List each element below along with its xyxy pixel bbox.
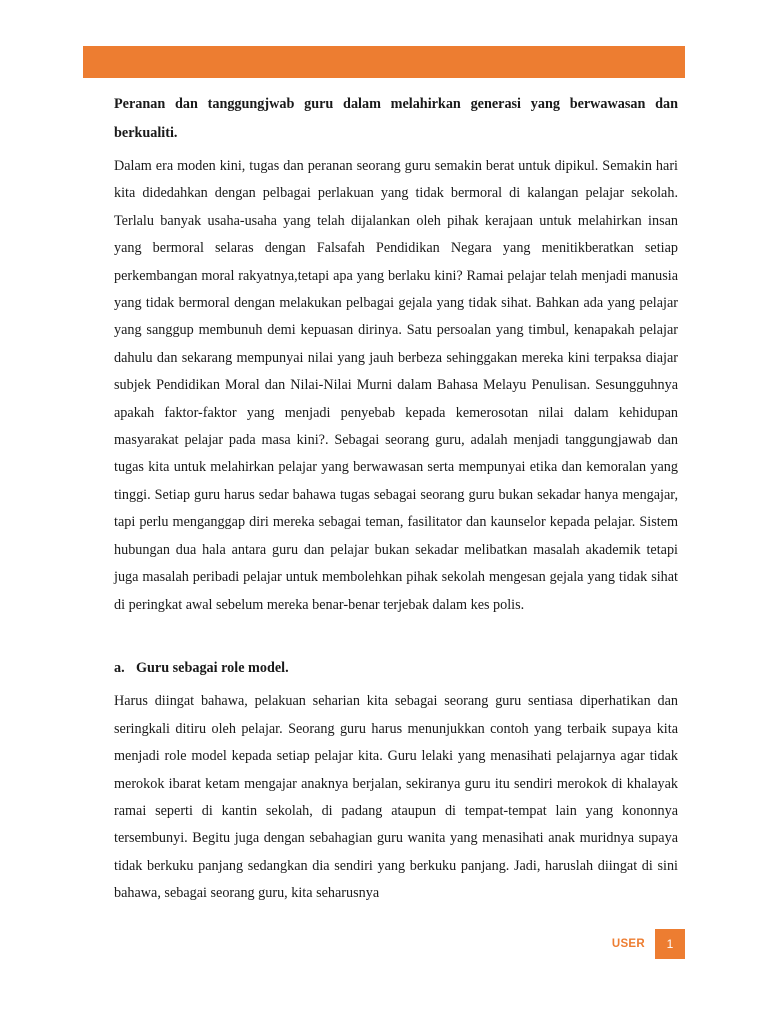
section-a-heading-text: Guru sebagai role model.	[136, 659, 289, 676]
footer-label: USER	[611, 938, 645, 950]
section-a-heading	[114, 655, 678, 682]
page-footer	[612, 929, 685, 959]
document-body	[114, 90, 678, 908]
section-a-marker: a.	[114, 659, 125, 676]
page-number: 1	[655, 929, 685, 959]
section-a-paragraph: Harus diingat bahawa, pelakuan seharian kita sebagai seorang guru sentiasa diperhatikan dan seringkali ditiru oleh pelajar. Seorang guru harus menunjukkan contoh yang terbaik supaya kita menjadi role model kepada setiap pelajar kita. Guru lelaki yang menasihati pelajarnya agar tidak merokok ibarat ketam mengajar anaknya berjalan, sekiranya guru itu sendiri merokok di khalayak ramai seperti di kantin sekolah, di padang ataupun di tempat-tempat lain yang kononnya tersembunyi. Begitu juga dengan sebahagian guru wanita yang menasihati anak muridnya supaya tidak berkuku panjang sedangkan dia sendiri yang berkuku panjang. Jadi, haruslah diingat di sini bahawa, sebagai seorang guru, kita seharusnya	[114, 693, 678, 902]
header-accent-bar	[83, 46, 685, 78]
intro-paragraph: Dalam era moden kini, tugas dan peranan seorang guru semakin berat untuk dipikul. Semakin hari kita didedahkan dengan pelbagai perlakuan yang tidak bermoral di kalangan pelajar sekolah. Terlalu banyak usaha-usaha yang telah dijalankan oleh pihak kerajaan untuk melahirkan insan yang bermoral selaras dengan Falsafah Pendidikan Negara yang menitikberatkan setiap perkembangan moral rakyatnya,tetapi apa yang berlaku kini? Ramai pelajar telah menjadi manusia yang tidak bermoral dengan melakukan pelbagai gejala yang tidak sihat. Bahkan ada yang pelajar yang sanggup membunuh demi kepuasan dirinya. Satu persoalan yang timbul, kenapakah pelajar dahulu dan sekarang mempunyai nilai yang jauh berbeza sehinggakan mereka kini terpaksa diajar subjek Pendidikan Moral dan Nilai-Nilai Murni dalam Bahasa Melayu Penulisan. Sesungguhnya apakah faktor-faktor yang menjadi penyebab kepada kemerosotan nilai dalam kehidupan masyarakat pelajar pada masa kini?. Sebagai seorang guru, adalah menjadi tanggungjawab dan tugas kita untuk melahirkan pelajar yang berwawasan serta mempunyai etika dan kemoralan yang tinggi. Setiap guru harus sedar bahawa tugas sebagai seorang guru bukan sekadar hanya mengajar, tapi perlu menganggap diri mereka sebagai teman, fasilitator dan kaunselor kepada pelajar. Sistem hubungan dua hala antara guru dan pelajar bukan sekadar melibatkan masalah akademik tetapi juga masalah peribadi pelajar untuk membolehkan pihak sekolah mengesan gejala yang tidak sihat di peringkat awal sebelum mereka benar-benar terjebak dalam kes polis.	[114, 158, 678, 613]
document-title: Peranan dan tanggungjwab guru dalam melahirkan generasi yang berwawasan dan berkualiti.	[114, 96, 678, 141]
